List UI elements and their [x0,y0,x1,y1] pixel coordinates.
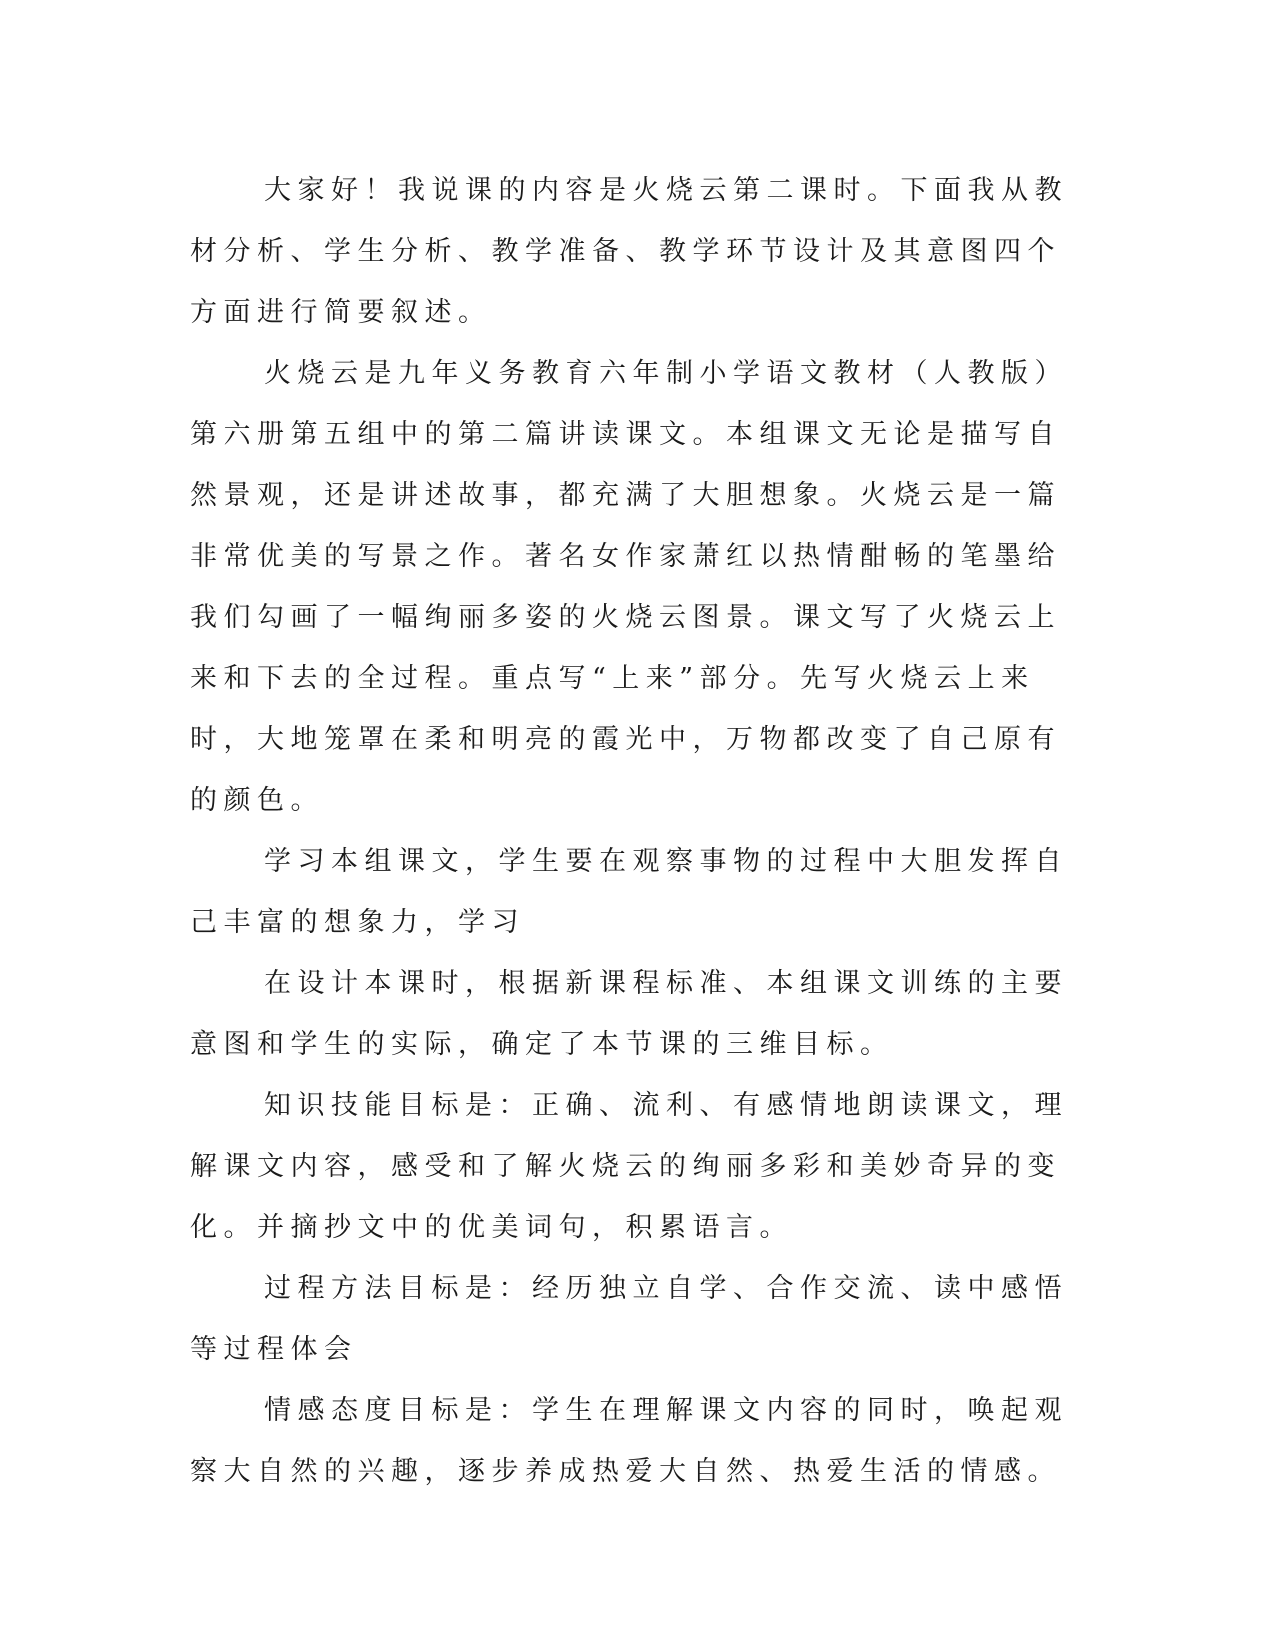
paragraph-learning: 学习本组课文，学生要在观察事物的过程中大胆发挥自己丰富的想象力，学习 [190,846,1068,938]
paragraph-emotion-goal: 情感态度目标是：学生在理解课文内容的同时，唤起观察大自然的兴趣，逐步养成热爱大自然、热爱生活的情感。 [190,1395,1068,1487]
paragraph-intro: 大家好！我说课的内容是火烧云第二课时。下面我从教材分析、学生分析、教学准备、教学环节设计及其意图四个方面进行简要叙述。 [190,175,1068,328]
paragraph-textbook-analysis: 火烧云是九年义务教育六年制小学语文教材（人教版）第六册第五组中的第二篇讲读课文。本组课文无论是描写自然景观，还是讲述故事，都充满了大胆想象。火烧云是一篇非常优美的写景之作。著名女作家萧红以热情酣畅的笔墨给我们勾画了一幅绚丽多姿的火烧云图景。课文写了火烧云上来和下去的全过程。重点写“上来”部分。先写火烧云上来时，大地笼罩在柔和明亮的霞光中，万物都改变了自己原有的颜色。 [190,358,1068,816]
paragraph-design: 在设计本课时，根据新课程标准、本组课文训练的主要意图和学生的实际，确定了本节课的三维目标。 [190,968,1068,1060]
paragraph-knowledge-goal: 知识技能目标是：正确、流利、有感情地朗读课文，理解课文内容，感受和了解火烧云的绚丽多彩和美妙奇异的变化。并摘抄文中的优美词句，积累语言。 [190,1090,1068,1243]
paragraph-process-goal: 过程方法目标是：经历独立自学、合作交流、读中感悟等过程体会 [190,1273,1068,1365]
document-body [190,160,1080,1502]
